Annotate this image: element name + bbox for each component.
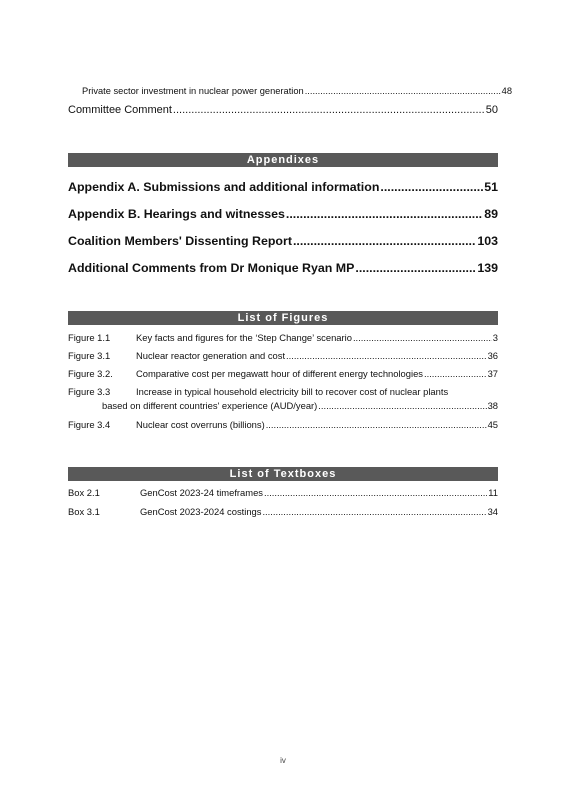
toc-entry-box-3-1[interactable]: Box 3.1 GenCost 2023-2024 costings ..... 34 — [68, 506, 498, 517]
leader-dots — [353, 332, 492, 343]
leader-dots — [318, 399, 486, 413]
leader-dots — [286, 207, 483, 221]
list-of-textboxes-heading: List of Textboxes — [68, 467, 498, 481]
toc-entry-appendix-a[interactable]: Appendix A. Submissions and additional information ..... 51 — [68, 180, 498, 194]
leader-dots — [262, 506, 486, 517]
toc-entry-additional-comments[interactable]: Additional Comments from Dr Monique Ryan MP ..... 139 — [68, 261, 498, 275]
leader-dots — [355, 261, 476, 275]
leader-dots — [305, 86, 501, 96]
toc-entry-figure-3-1[interactable]: Figure 3.1 Nuclear reactor generation and cost ..... 36 — [68, 350, 498, 361]
toc-entry-committee-comment[interactable]: Committee Comment ..... 50 — [68, 104, 498, 116]
leader-dots — [173, 104, 485, 116]
toc-entry-figure-3-2[interactable]: Figure 3.2. Comparative cost per megawatt hour of different energy technologies ..... 37 — [68, 368, 498, 379]
leader-dots — [266, 419, 487, 430]
toc-entry-figure-3-4[interactable]: Figure 3.4 Nuclear cost overruns (billions) ..... 45 — [68, 419, 498, 430]
leader-dots — [286, 350, 487, 361]
toc-entry-figure-1-1[interactable]: Figure 1.1 Key facts and figures for the ‘Step Change’ scenario ..... 3 — [68, 332, 498, 343]
toc-entry-figure-3-3[interactable]: Figure 3.3 Increase in typical household electricity bill to recover cost of nuclear plants based on different countries' experience (AUD/year) ..... 38 — [68, 385, 498, 413]
toc-entry-appendix-b[interactable]: Appendix B. Hearings and witnesses ..... 89 — [68, 207, 498, 221]
leader-dots — [424, 368, 487, 379]
appendixes-heading: Appendixes — [68, 153, 498, 167]
toc-entry-box-2-1[interactable]: Box 2.1 GenCost 2023-24 timeframes ..... 11 — [68, 487, 498, 498]
leader-dots — [293, 234, 476, 248]
page-number: iv — [280, 756, 286, 765]
leader-dots — [380, 180, 483, 194]
toc-entry-private-sector-investment[interactable]: Private sector investment in nuclear power generation ..... 48 — [68, 86, 512, 96]
toc-entry-dissenting-report[interactable]: Coalition Members' Dissenting Report ..... 103 — [68, 234, 498, 248]
list-of-figures-heading: List of Figures — [68, 311, 498, 325]
leader-dots — [264, 487, 487, 498]
